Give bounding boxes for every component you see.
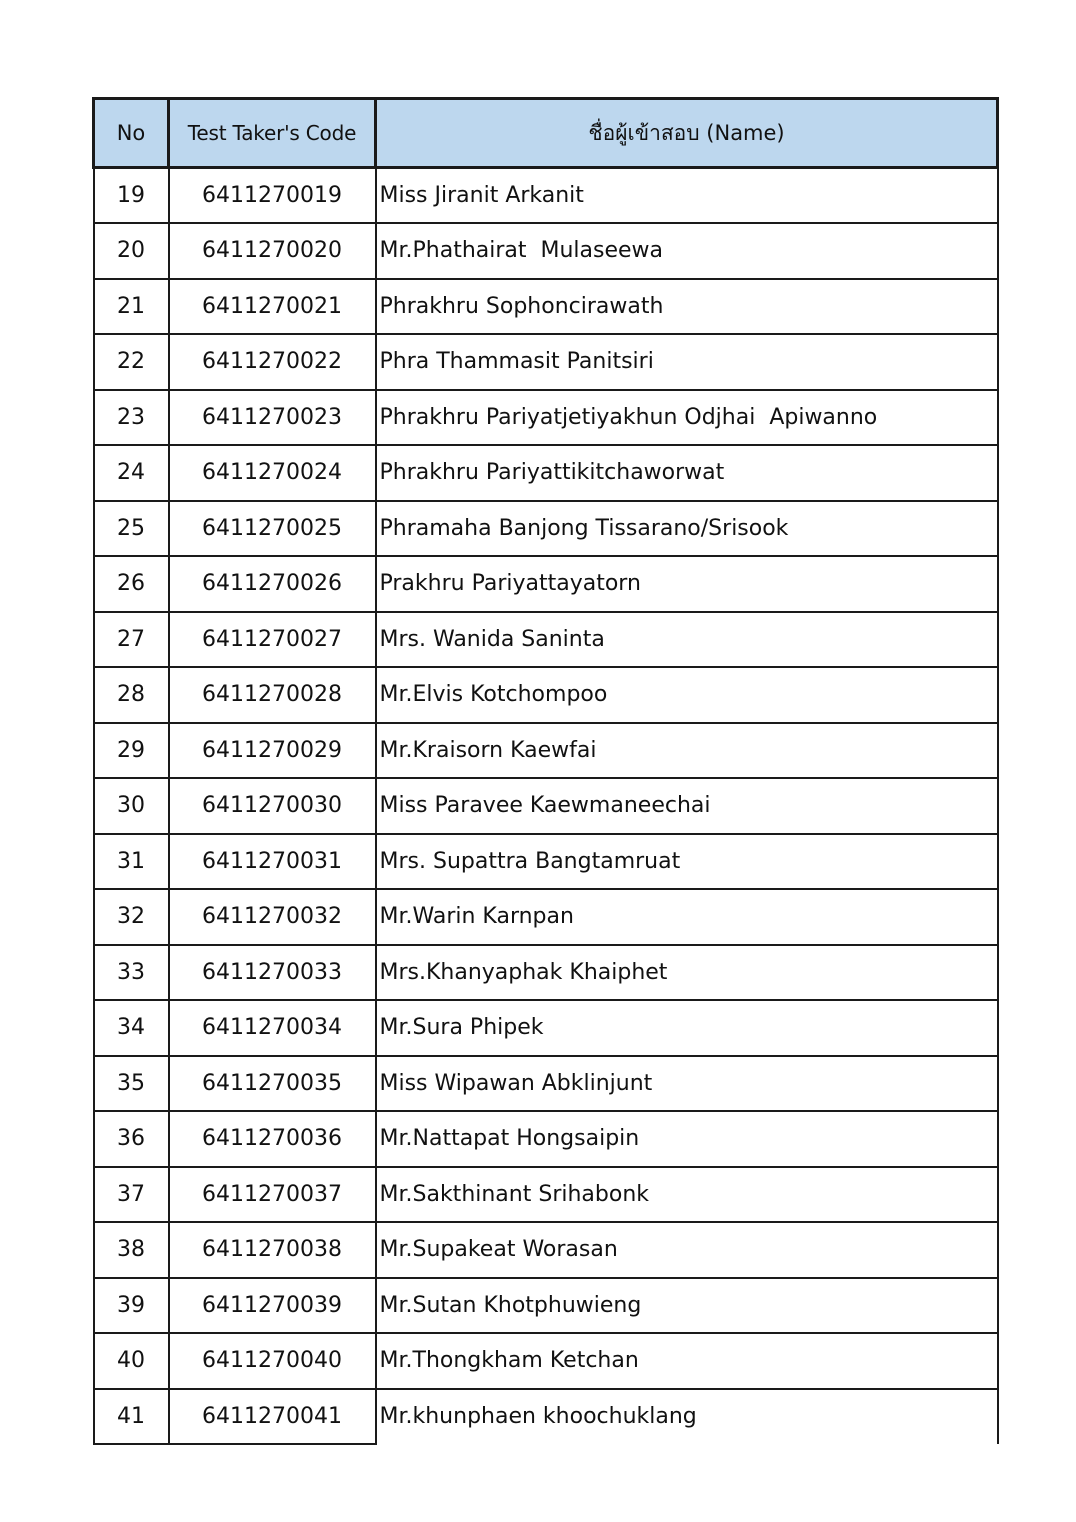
test-taker-code-cell: 6411270026 bbox=[169, 556, 376, 612]
row-number-cell: 28 bbox=[94, 667, 169, 723]
row-number-cell: 37 bbox=[94, 1167, 169, 1223]
test-taker-name-cell: Mr.Sutan Khotphuwieng bbox=[376, 1278, 998, 1334]
test-taker-code-cell: 6411270025 bbox=[169, 501, 376, 557]
table-row bbox=[94, 1333, 998, 1389]
test-taker-name-cell: Mr.Nattapat Hongsaipin bbox=[376, 1111, 998, 1167]
row-number-cell: 24 bbox=[94, 445, 169, 501]
test-taker-name-cell: Phramaha Banjong Tissarano/Srisook bbox=[376, 501, 998, 557]
test-taker-code-cell: 6411270031 bbox=[169, 834, 376, 890]
row-number-cell: 22 bbox=[94, 334, 169, 390]
test-taker-code-cell: 6411270041 bbox=[169, 1389, 376, 1445]
test-taker-code-cell: 6411270024 bbox=[169, 445, 376, 501]
test-taker-code-cell: 6411270035 bbox=[169, 1056, 376, 1112]
table-row bbox=[94, 1167, 998, 1223]
row-number-cell: 30 bbox=[94, 778, 169, 834]
table-row bbox=[94, 223, 998, 279]
row-number-cell: 31 bbox=[94, 834, 169, 890]
row-number-cell: 20 bbox=[94, 223, 169, 279]
table-row bbox=[94, 778, 998, 834]
test-taker-name-cell: Phra Thammasit Panitsiri bbox=[376, 334, 998, 390]
row-number-cell: 21 bbox=[94, 279, 169, 335]
table-row bbox=[94, 1111, 998, 1167]
row-number-cell: 25 bbox=[94, 501, 169, 557]
test-taker-code-cell: 6411270032 bbox=[169, 889, 376, 945]
header-no: No bbox=[94, 99, 169, 168]
row-number-cell: 34 bbox=[94, 1000, 169, 1056]
header-row bbox=[94, 99, 998, 168]
test-taker-code-cell: 6411270039 bbox=[169, 1278, 376, 1334]
table-row bbox=[94, 334, 998, 390]
test-taker-name-cell: Miss Paravee Kaewmaneechai bbox=[376, 778, 998, 834]
test-taker-name-cell: Mr.Supakeat Worasan bbox=[376, 1222, 998, 1278]
test-taker-table bbox=[92, 97, 999, 1445]
row-number-cell: 33 bbox=[94, 945, 169, 1001]
table-row bbox=[94, 390, 998, 446]
table-header bbox=[94, 99, 998, 168]
test-taker-name-cell: Phrakhru Sophoncirawath bbox=[376, 279, 998, 335]
table-row bbox=[94, 1389, 998, 1445]
test-taker-name-cell: Mr.khunphaen khoochuklang bbox=[376, 1389, 998, 1445]
table-row bbox=[94, 1056, 998, 1112]
test-taker-code-cell: 6411270019 bbox=[169, 168, 376, 224]
test-taker-code-cell: 6411270036 bbox=[169, 1111, 376, 1167]
row-number-cell: 26 bbox=[94, 556, 169, 612]
row-number-cell: 41 bbox=[94, 1389, 169, 1445]
table-body bbox=[94, 168, 998, 1445]
table-row bbox=[94, 834, 998, 890]
table-row bbox=[94, 556, 998, 612]
row-number-cell: 23 bbox=[94, 390, 169, 446]
table-row bbox=[94, 279, 998, 335]
row-number-cell: 38 bbox=[94, 1222, 169, 1278]
test-taker-code-cell: 6411270028 bbox=[169, 667, 376, 723]
table-row bbox=[94, 501, 998, 557]
table-row bbox=[94, 667, 998, 723]
table-row bbox=[94, 168, 998, 224]
test-taker-name-cell: Phrakhru Pariyatjetiyakhun Odjhai Apiwanno bbox=[376, 390, 998, 446]
table-row bbox=[94, 945, 998, 1001]
test-taker-name-cell: Mr.Warin Karnpan bbox=[376, 889, 998, 945]
test-taker-code-cell: 6411270030 bbox=[169, 778, 376, 834]
test-taker-name-cell: Miss Jiranit Arkanit bbox=[376, 168, 998, 224]
table-row bbox=[94, 1000, 998, 1056]
test-taker-name-cell: Mr.Sakthinant Srihabonk bbox=[376, 1167, 998, 1223]
test-taker-code-cell: 6411270029 bbox=[169, 723, 376, 779]
test-taker-code-cell: 6411270023 bbox=[169, 390, 376, 446]
row-number-cell: 27 bbox=[94, 612, 169, 668]
test-taker-code-cell: 6411270020 bbox=[169, 223, 376, 279]
test-taker-name-cell: Mr.Elvis Kotchompoo bbox=[376, 667, 998, 723]
row-number-cell: 35 bbox=[94, 1056, 169, 1112]
row-number-cell: 32 bbox=[94, 889, 169, 945]
test-taker-code-cell: 6411270022 bbox=[169, 334, 376, 390]
header-name: ชื่อผู้เข้าสอบ (Name) bbox=[376, 99, 998, 168]
test-taker-name-cell: Phrakhru Pariyattikitchaworwat bbox=[376, 445, 998, 501]
test-taker-code-cell: 6411270034 bbox=[169, 1000, 376, 1056]
test-taker-code-cell: 6411270038 bbox=[169, 1222, 376, 1278]
header-test-taker-code: Test Taker's Code bbox=[169, 99, 376, 168]
row-number-cell: 19 bbox=[94, 168, 169, 224]
test-taker-name-cell: Mr.Kraisorn Kaewfai bbox=[376, 723, 998, 779]
test-taker-name-cell: Miss Wipawan Abklinjunt bbox=[376, 1056, 998, 1112]
test-taker-code-cell: 6411270040 bbox=[169, 1333, 376, 1389]
test-taker-name-cell: Mrs. Supattra Bangtamruat bbox=[376, 834, 998, 890]
table-row bbox=[94, 1222, 998, 1278]
test-taker-name-cell: Mrs.Khanyaphak Khaiphet bbox=[376, 945, 998, 1001]
row-number-cell: 36 bbox=[94, 1111, 169, 1167]
table-row bbox=[94, 612, 998, 668]
test-taker-name-cell: Mr.Thongkham Ketchan bbox=[376, 1333, 998, 1389]
table-row bbox=[94, 889, 998, 945]
test-taker-name-cell: Prakhru Pariyattayatorn bbox=[376, 556, 998, 612]
test-taker-name-cell: Mr.Sura Phipek bbox=[376, 1000, 998, 1056]
table-row bbox=[94, 1278, 998, 1334]
test-taker-code-cell: 6411270037 bbox=[169, 1167, 376, 1223]
test-taker-code-cell: 6411270027 bbox=[169, 612, 376, 668]
table-row bbox=[94, 723, 998, 779]
row-number-cell: 39 bbox=[94, 1278, 169, 1334]
test-taker-name-cell: Mrs. Wanida Saninta bbox=[376, 612, 998, 668]
test-taker-code-cell: 6411270021 bbox=[169, 279, 376, 335]
test-taker-code-cell: 6411270033 bbox=[169, 945, 376, 1001]
table-row bbox=[94, 445, 998, 501]
test-taker-name-cell: Mr.Phathairat Mulaseewa bbox=[376, 223, 998, 279]
row-number-cell: 29 bbox=[94, 723, 169, 779]
row-number-cell: 40 bbox=[94, 1333, 169, 1389]
